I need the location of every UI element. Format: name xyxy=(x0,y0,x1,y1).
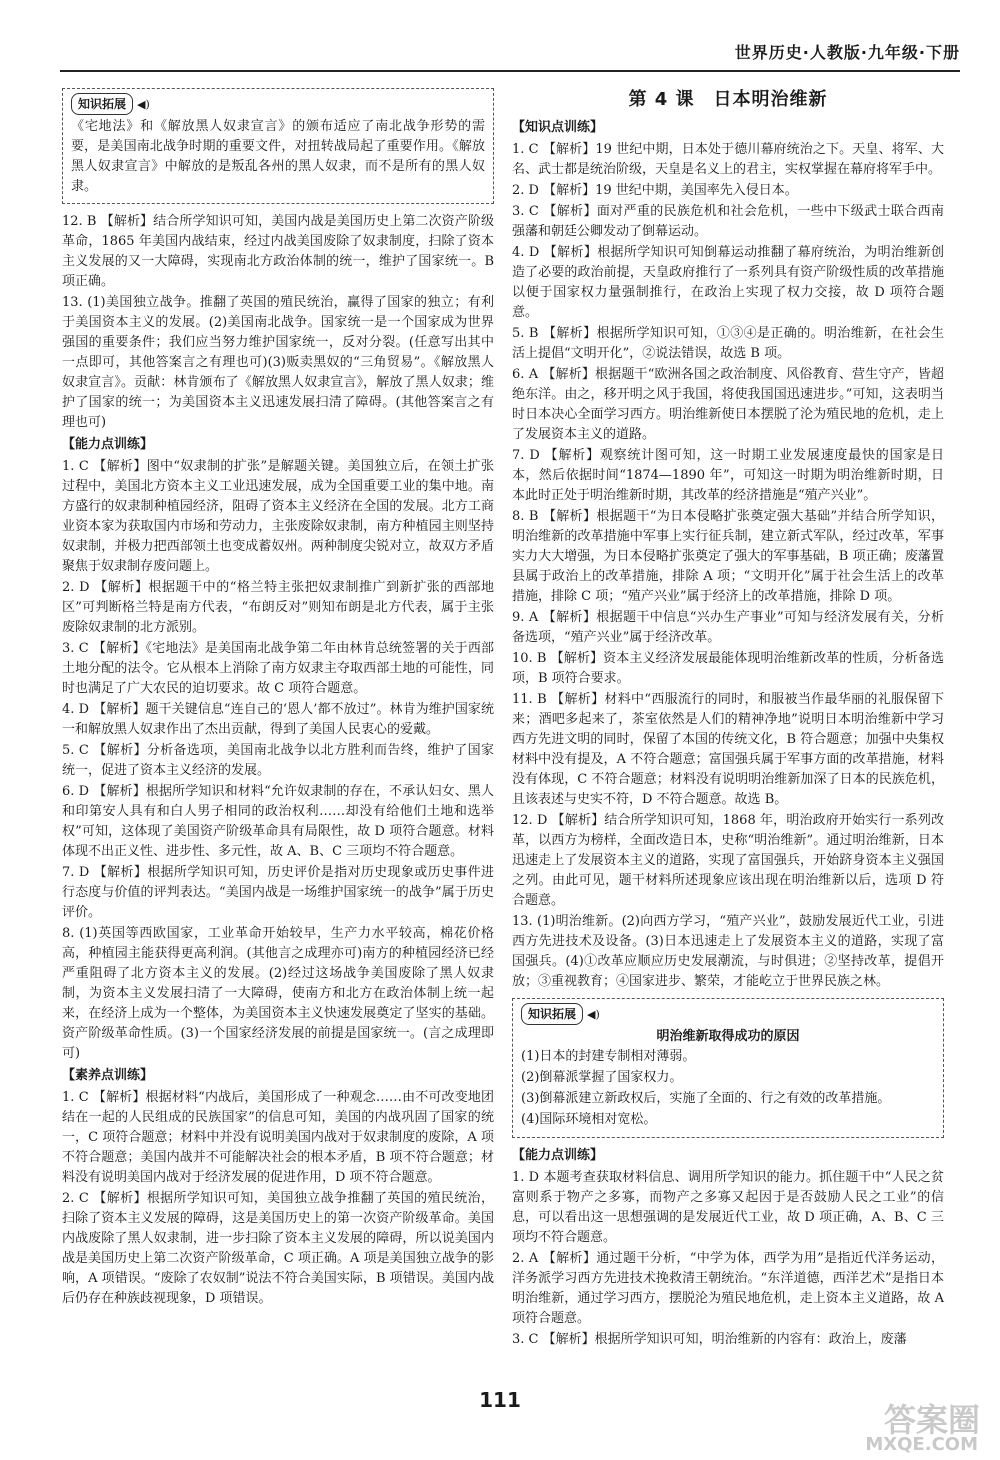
lesson-title: 第 4 课 日本明治维新 xyxy=(628,89,828,110)
answer-list xyxy=(512,140,944,992)
answer-list xyxy=(62,457,494,1064)
answer-item: 2. A 【解析】通过题干分析，“中学为体，西学为用”是指近代洋务运动，洋务派学习西方先进技术挽救清王朝统治。“东洋道德，西洋艺术”是指日本明治维新，通过学习西方，摆脱沦为殖民地危机，走上资本主义道路，故 A 项符合题意。 xyxy=(512,1251,944,1326)
page-number: 111 xyxy=(479,1388,521,1412)
answer-item: 11. B 【解析】材料中“西服流行的同时，和服被当作最华丽的礼服保留下来；酒吧多起来了，茶室依然是人们的精神净地”说明日本明治维新中学习西方先进文明的同时，保留了本国的传统文化，B 符合题意；加强中央集权材料中没有提及，A 不符合题意；富国强兵属于军事方面的改革措施，材料没有体现，C 不符合题意；材料没有说明明治维新加深了日本的民族危机，且该表述与史实不符，D 不符合题意。故选 B。 xyxy=(512,692,944,807)
answer-list xyxy=(62,1088,494,1309)
speaker-icon: ◀) xyxy=(137,98,150,111)
answer-item: 12. D 【解析】结合所学知识可知，1868 年，明治政府开始实行一系列改革，以西方为榜样，全面改造日本，史称“明治维新”。通过明治维新，日本迅速走上了发展资本主义的道路，实现了富国强兵，开始跻身资本主义强国之列。由此可见，题干材料所述现象应该出现在明治维新以后，选项 D 符合题意。 xyxy=(512,813,944,908)
section-heading: 【能力点训练】 xyxy=(512,1148,604,1163)
answer-item: 13. (1)美国独立战争。推翻了英国的殖民统治，赢得了国家的独立；有利于美国资本主义的发展。(2)美国南北战争。国家统一是一个国家成为世界强国的重要条件；我们应当努力维护国家统一，反对分裂。(任意写出其中一点即可，其他答案言之有理也可)(3)贩卖黑奴的“三角贸易”。《解放黑人奴隶宣言》。贡献：林肯颁布了《解放黑人奴隶宣言》，解放了黑人奴隶；维护了国家的统一；为美国资本主义迅速发展扫清了障碍。(其他答案言之有理也可) xyxy=(62,295,494,430)
left-column xyxy=(62,82,494,1310)
answer-item: 5. C 【解析】分析备选项，美国南北战争以北方胜利而告终，维护了国家统一，促进了资本主义经济的发展。 xyxy=(62,743,494,778)
box-tag: 知识拓展 xyxy=(521,1003,583,1025)
answer-item: 1. C 【解析】19 世纪中期，日本处于德川幕府统治之下。天皇、将军、大名、武士都是统治阶级，天皇是名义上的君主，实权掌握在幕府将军手中。 xyxy=(512,142,944,177)
answer-item: 3. C 【解析】《宅地法》是美国南北战争第二年由林肯总统签署的关于西部土地分配的法令。它从根本上消除了南方奴隶主夺取西部土地的可能性，同时也满足了广大农民的迫切要求。故 C 项符合题意。 xyxy=(62,641,494,696)
answer-item: 9. A 【解析】根据题干中信息“兴办生产事业”可知与经济发展有关，分析备选项，“殖产兴业”属于经济改革。 xyxy=(512,610,944,645)
answer-item: (1)日本的封建专制相对薄弱。 xyxy=(521,1049,696,1064)
answer-item: 2. D 【解析】19 世纪中期，美国率先入侵日本。 xyxy=(512,183,798,198)
box-text: 《宅地法》和《解放黑人奴隶宣言》的颁布适应了南北战争形势的需要，是美国南北战争时期的重要文件，对扭转战局起了重要作用。《解放黑人奴隶宣言》中解放的是叛乱各州的黑人奴隶，而不是所有的黑人奴隶。 xyxy=(71,119,485,194)
answer-item: 4. D 【解析】根据所学知识可知倒幕运动推翻了幕府统治，为明治维新创造了必要的政治前提，天皇政府推行了一系列具有资产阶级性质的改革措施以便于国家权力量强制推行，在政治上实现了权力交接，故 D 项符合题意。 xyxy=(512,245,944,320)
answer-list xyxy=(512,1168,944,1350)
box-lines xyxy=(521,1047,935,1130)
section-heading: 【能力点训练】 xyxy=(62,437,154,452)
answer-item: (3)倒幕派建立新政权后，实施了全面的、行之有效的改革措施。 xyxy=(521,1091,891,1106)
answer-item: 3. C 【解析】根据所学知识可知，明治维新的内容有：政治上，废藩 xyxy=(512,1332,907,1347)
answer-item: (2)倒幕派掌握了国家权力。 xyxy=(521,1070,683,1085)
answer-item: 7. D 【解析】观察统计图可知，这一时期工业发展速度最快的国家是日本，然后依据时间“1874—1890 年”，可知这一时期为明治维新时期，日本此时正处于明治维新时期，其改革的经济措施是“殖产兴业”。 xyxy=(512,448,944,503)
running-header: 世界历史·人教版·九年级·下册 xyxy=(734,43,960,62)
answer-item: 13. (1)明治维新。(2)向西方学习，“殖产兴业”，鼓励发展近代工业，引进西方先进技术及设备。(3)日本迅速走上了发展资本主义的道路，实现了富国强兵。(4)①改革应顺应历史发展潮流，与时俱进；②坚持改革，提倡开放；③重视教育；④国家进步、繁荣，才能屹立于世界民族之林。 xyxy=(512,914,944,989)
answer-item: 6. D 【解析】根据所学知识和材料“允许奴隶制的存在，不承认妇女、黑人和印第安人具有和白人男子相同的政治权利……却没有给他们土地和选举权”可知，这体现了美国资产阶级革命具有局限性，故 D 项符合题意。材料体现不出正义性、进步性、多元性，故 A、B、C 三项均不符合题意。 xyxy=(62,784,494,859)
answer-item: 8. (1)英国等西欧国家，工业革命开始较早，生产力水平较高，棉花价格高，种植园主能获得更高利润。(其他言之成理亦可)南方的种植园经济已经严重阻碍了北方资本主义的发展。(2)经过这场战争美国废除了黑人奴隶制，为资本主义发展扫清了一大障碍，使南方和北方在政治体制上统一起来，在经济上成为一个整体，为美国资本主义快速发展奠定了坚实的基础。资产阶级革命性质。(3)一个国家经济发展的前提是国家统一。(言之成理即可) xyxy=(62,926,494,1061)
section-heading: 【知识点训练】 xyxy=(512,120,604,135)
knowledge-extension-box xyxy=(62,88,494,204)
answer-item: 4. D 【解析】题干关键信息“连自己的‘恩人’都不放过”。林肯为维护国家统一和解放黑人奴隶作出了杰出贡献，得到了美国人民衷心的爱戴。 xyxy=(62,702,494,737)
speaker-icon: ◀) xyxy=(587,1008,600,1021)
answer-item: (4)国际环境相对宽松。 xyxy=(521,1112,657,1127)
answer-item: 3. C 【解析】面对严重的民族危机和社会危机，一些中下级武士联合西南强藩和朝廷公卿发动了倒幕运动。 xyxy=(512,204,944,239)
header-rule xyxy=(60,70,960,72)
answer-item: 10. B 【解析】资本主义经济发展最能体现明治维新改革的性质，分析备选项，B 项符合要求。 xyxy=(512,651,944,686)
box-title: 明治维新取得成功的原因 xyxy=(656,1029,800,1044)
right-column xyxy=(512,82,944,1351)
watermark-url: MXQE.COM xyxy=(865,1434,978,1455)
answer-item: 1. C 【解析】图中“奴隶制的扩张”是解题关键。美国独立后，在领土扩张过程中，美国北方资本主义工业迅速发展，成为全国重要工业的集中地。南方盛行的奴隶制种植园经济，阻碍了资本主义经济在全国的发展。北方工商业资本家为获取国内市场和劳动力，主张废除奴隶制，南方种植园主则坚持奴隶制，并极力把西部领土也变成蓄奴州。两种制度尖锐对立，故双方矛盾聚焦于奴隶制存废问题上。 xyxy=(62,459,494,574)
box-tag: 知识拓展 xyxy=(71,93,133,115)
answer-item: 2. C 【解析】根据所学知识可知，美国独立战争推翻了英国的殖民统治，扫除了资本主义发展的障碍，这是美国历史上的第一次资产阶级革命。美国内战废除了黑人奴隶制，进一步扫除了资本主义发展的障碍，所以说美国内战是美国历史上第二次资产阶级革命，C 项正确。A 项是美国独立战争的影响，A 项错误。“废除了农奴制”说法不符合美国实际，B 项错误。美国内战后仍存在种族歧视现象，D 项错误。 xyxy=(62,1191,494,1306)
answer-item: 12. B 【解析】结合所学知识可知，美国内战是美国历史上第二次资产阶级革命，1865 年美国内战结束，经过内战美国废除了奴隶制度，扫除了资本主义发展的又一大障碍，实现南北方政治体制的统一，维护了国家统一。B 项正确。 xyxy=(62,214,494,289)
answer-item: 5. B 【解析】根据所学知识可知，①③④是正确的。明治维新，在社会生活上提倡“文明开化”，②说法错误，故选 B 项。 xyxy=(512,326,944,361)
answer-item: 8. B 【解析】根据题干“为日本侵略扩张奠定强大基础”并结合所学知识，明治维新的改革措施中军事上实行征兵制，建立新式军队，经过改革，军事实力大大增强，为日本侵略扩张奠定了强大的军事基础，B 项正确；废藩置县属于政治上的改革措施，排除 A 项；“文明开化”属于社会生活上的改革措施，排除 C 项；“殖产兴业”属于经济上的改革措施，排除 D 项。 xyxy=(512,509,944,604)
answer-item: 1. C 【解析】根据材料“内战后，美国形成了一种观念……由不可改变地团结在一起的人民组成的民族国家”的信息可知，美国的内战巩固了国家的统一，C 项符合题意；材料中并没有说明美国内战对于奴隶制度的废除，A 项不符合题意；美国内战并不可能解决社会的根本矛盾，B 项不符合题意；材料没有说明美国内战对于经济发展的促进作用，D 项不符合题意。 xyxy=(62,1090,494,1185)
watermark-logo: 答案圈 xyxy=(883,1401,980,1439)
section-heading: 【素养点训练】 xyxy=(62,1068,154,1083)
answer-item: 7. D 【解析】根据所学知识可知，历史评价是指对历史现象或历史事件进行态度与价值的评判表达。“美国内战是一场维护国家统一的战争”属于历史评价。 xyxy=(62,865,494,920)
answer-item: 1. D 本题考查获取材料信息、调用所学知识的能力。抓住题干中“人民之贫富则系于物产之多寡，而物产之多寡又起因于是否鼓励人民之工业”的信息，可以看出这一思想强调的是发展近代工业，故 D 项正确，A、B、C 三项均不符合题意。 xyxy=(512,1170,944,1245)
answer-list xyxy=(62,212,494,433)
knowledge-extension-box xyxy=(512,998,944,1138)
answer-item: 6. A 【解析】根据题干“欧洲各国之政治制度、风俗教育、营生守产，皆超绝东洋。由之，移开明之风于我国，将使我国国迅速进步。”可知，这表明当时日本决心全面学习西方。明治维新使日本摆脱了沦为殖民地的危机，走上了发展资本主义的道路。 xyxy=(512,367,944,442)
answer-item: 2. D 【解析】根据题干中的“格兰特主张把奴隶制推广到新扩张的西部地区”可判断格兰特是南方代表，“布朗反对”则知布朗是北方代表，属于主张废除奴隶制的北方派别。 xyxy=(62,580,494,635)
